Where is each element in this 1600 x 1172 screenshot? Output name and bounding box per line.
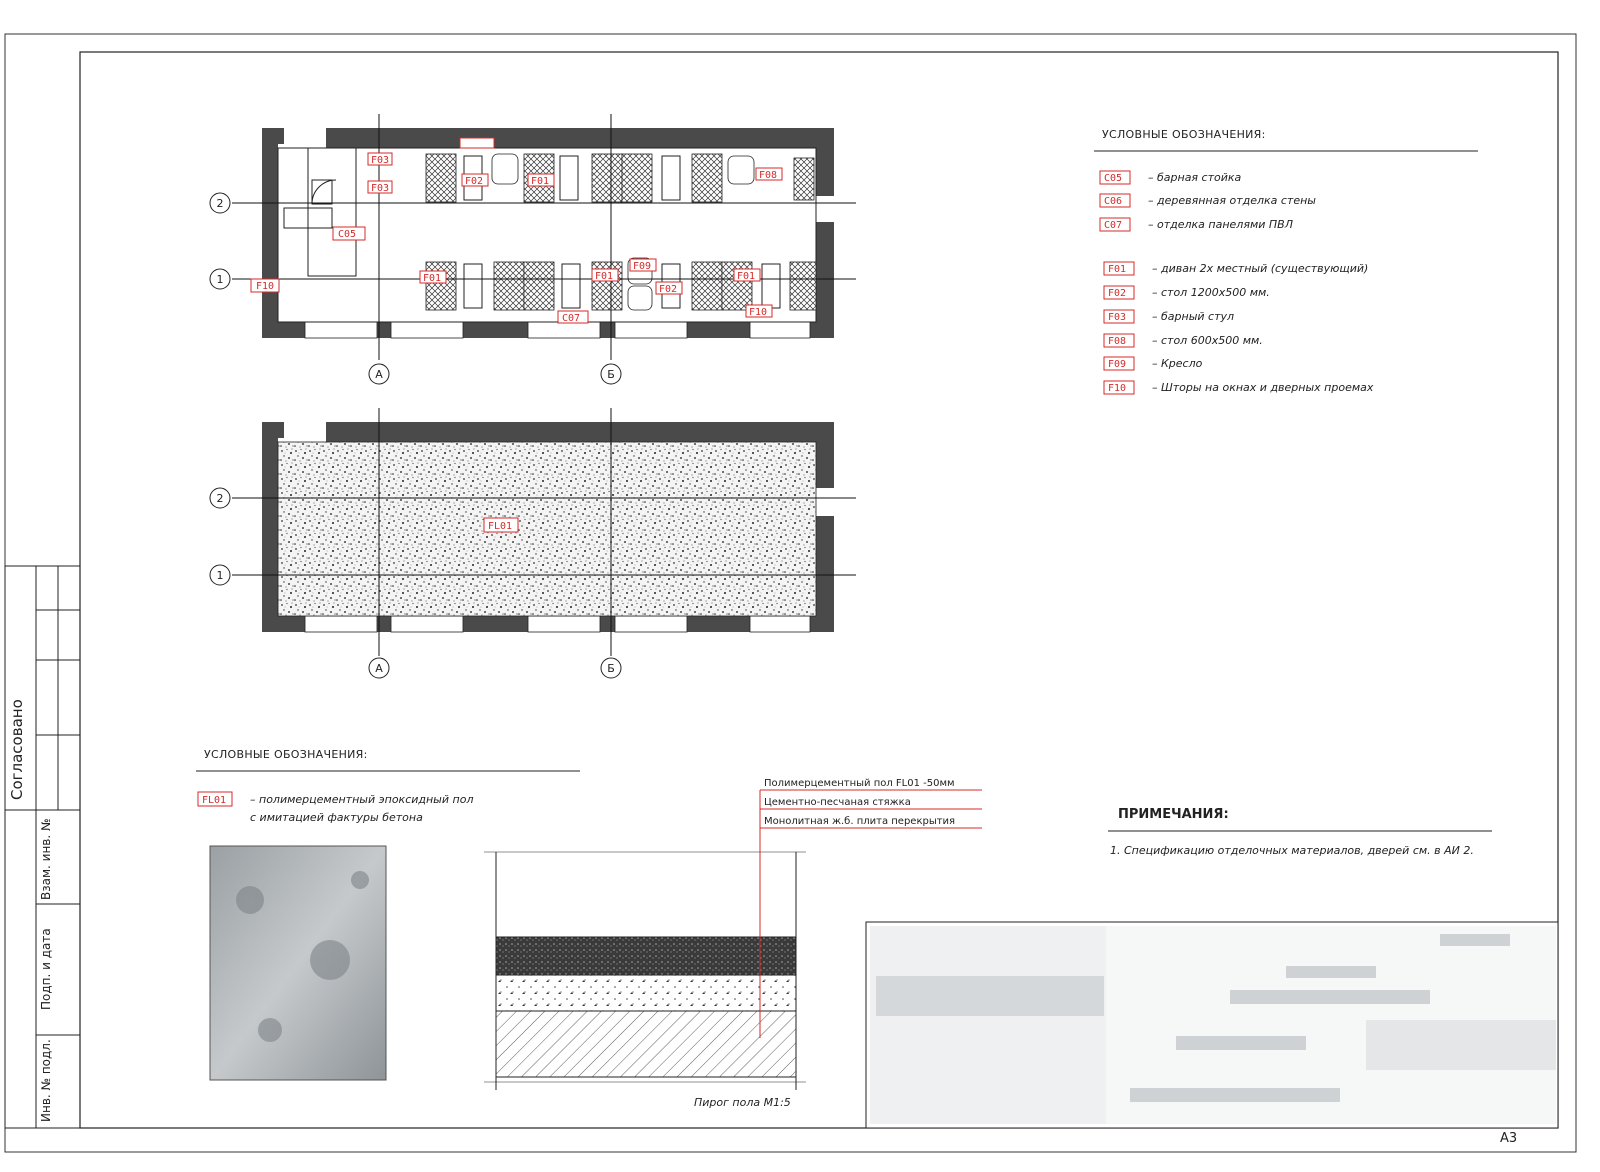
plan-tag: F03 bbox=[371, 155, 390, 166]
legend-top-code: C06 bbox=[1104, 196, 1123, 207]
legend-top-code: F08 bbox=[1108, 336, 1127, 347]
legend-top-text: – деревянная отделка стены bbox=[1148, 194, 1316, 207]
furniture-plan bbox=[210, 114, 856, 384]
axis-a-top: А bbox=[375, 368, 383, 381]
title-block bbox=[866, 922, 1558, 1128]
plan-tag: C05 bbox=[338, 229, 357, 240]
legend-bottom-line2: с имитацией фактуры бетона bbox=[250, 811, 423, 824]
plan-tag: F01 bbox=[595, 271, 614, 282]
legend-top-title: УСЛОВНЫЕ ОБОЗНАЧЕНИЯ: bbox=[1102, 128, 1266, 141]
plan-tag: F01 bbox=[531, 176, 550, 187]
legend-top-code: F03 bbox=[1108, 312, 1127, 323]
side-stamp bbox=[5, 566, 80, 1128]
axis-b-top: Б bbox=[607, 368, 615, 381]
axis-2-top: 2 bbox=[216, 197, 224, 210]
legend-top-text: – стол 600х500 мм. bbox=[1152, 334, 1263, 347]
legend-bottom bbox=[196, 748, 580, 824]
notes-text: 1. Спецификацию отделочных материалов, дверей см. в АИ 2. bbox=[1110, 844, 1474, 857]
stamp-sign-date: Подп. и дата bbox=[39, 928, 53, 1010]
axis-1-top: 1 bbox=[216, 273, 224, 286]
legend-bottom-title: УСЛОВНЫЕ ОБОЗНАЧЕНИЯ: bbox=[204, 748, 368, 761]
legend-top-code: F01 bbox=[1108, 264, 1127, 275]
legend-top-code: C07 bbox=[1104, 220, 1123, 231]
plan-tag: C07 bbox=[562, 313, 581, 324]
stamp-agreed: Согласовано bbox=[8, 699, 26, 800]
legend-top-code: F09 bbox=[1108, 359, 1127, 370]
legend-top-code: F10 bbox=[1108, 383, 1127, 394]
legend-top-code: C05 bbox=[1104, 173, 1123, 184]
section-layer-3: Монолитная ж.б. плита перекрытия bbox=[764, 816, 956, 827]
legend-top-text: – барная стойка bbox=[1148, 171, 1242, 184]
plan-tag: F09 bbox=[633, 261, 652, 272]
section-layer-2: Цементно-песчаная стяжка bbox=[764, 797, 911, 808]
legend-top-text: – диван 2х местный (существующий) bbox=[1152, 262, 1369, 275]
legend-top-text: – отделка панелями ПВЛ bbox=[1148, 218, 1293, 231]
legend-bottom-code: FL01 bbox=[202, 795, 227, 806]
axis-1-floor: 1 bbox=[216, 569, 224, 582]
notes-title: ПРИМЕЧАНИЯ: bbox=[1118, 807, 1229, 822]
legend-top-text: – Кресло bbox=[1152, 357, 1203, 370]
plan-tag: F02 bbox=[465, 176, 484, 187]
plan-tag: F02 bbox=[659, 284, 678, 295]
axis-b-floor: Б bbox=[607, 662, 615, 675]
legend-bottom-line1: – полимерцементный эпоксидный пол bbox=[250, 793, 474, 806]
plan-tag: F01 bbox=[737, 271, 756, 282]
legend-top-text: – барный стул bbox=[1152, 310, 1235, 323]
legend-top bbox=[1094, 128, 1478, 394]
legend-top-text: – Шторы на окнах и дверных проемах bbox=[1152, 381, 1374, 394]
legend-top-text: – стол 1200х500 мм. bbox=[1152, 286, 1270, 299]
stamp-inv-original: Инв. № подл. bbox=[39, 1039, 53, 1122]
legend-top-code: F02 bbox=[1108, 288, 1127, 299]
plan-tag: F03 bbox=[371, 183, 390, 194]
plan-tag: F01 bbox=[423, 273, 442, 284]
stamp-replace-inv: Взам. инв. № bbox=[39, 818, 53, 900]
axis-2-floor: 2 bbox=[216, 492, 224, 505]
floor-tag: FL01 bbox=[488, 521, 513, 532]
section-caption: Пирог пола М1:5 bbox=[694, 1096, 791, 1109]
floor-plan bbox=[210, 408, 856, 678]
section-layer-1: Полимерцементный пол FL01 -50мм bbox=[764, 778, 955, 789]
plan-tag: F08 bbox=[759, 170, 778, 181]
plan-tag: F10 bbox=[749, 307, 768, 318]
axis-a-floor: А bbox=[375, 662, 383, 675]
plan-tag: F10 bbox=[256, 281, 275, 292]
sheet-format: А3 bbox=[1500, 1131, 1518, 1146]
notes bbox=[1108, 807, 1492, 857]
